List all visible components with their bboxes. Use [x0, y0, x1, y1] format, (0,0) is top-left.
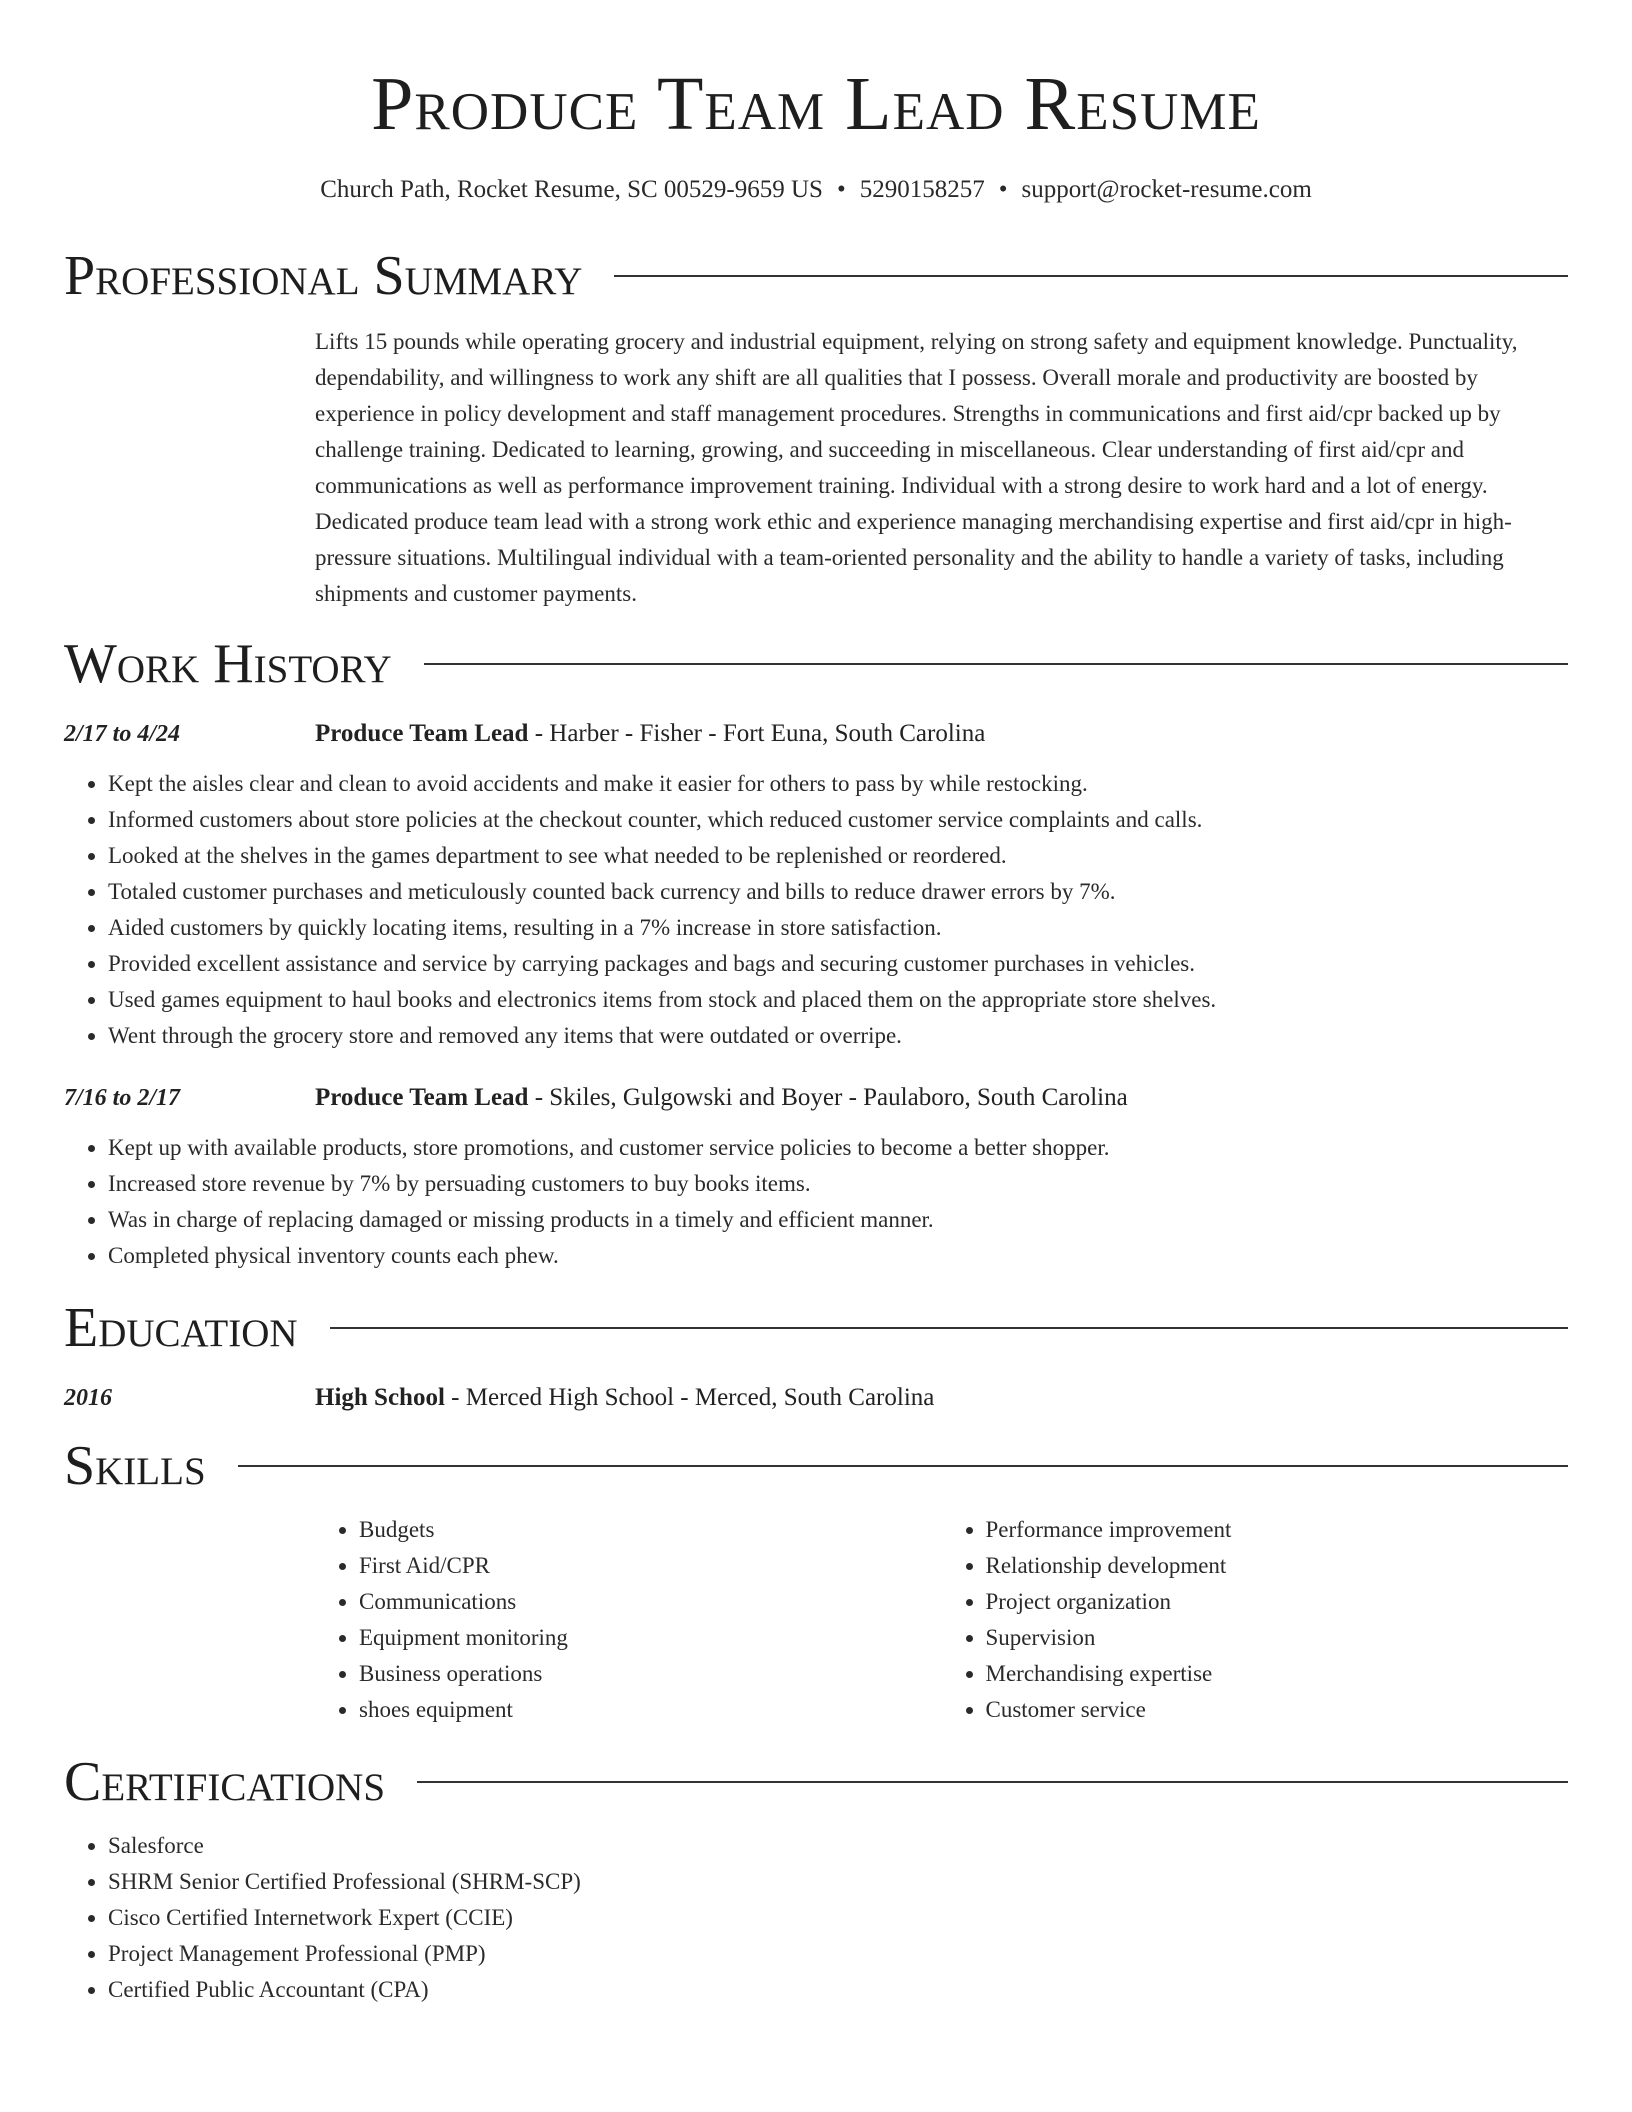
summary-heading: Professional Summary [64, 245, 583, 307]
education-title-line [315, 1380, 934, 1416]
contact-phone: 5290158257 [859, 176, 985, 203]
skill-item: • Customer service [986, 1692, 1569, 1728]
contact-email: support@rocket-resume.com [1021, 176, 1312, 203]
section-divider [238, 1465, 1568, 1467]
job-bullet: • Completed physical inventory counts each phew. [108, 1238, 1568, 1274]
certification-item: • SHRM Senior Certified Professional (SHRM-SCP) [108, 1864, 1568, 1900]
contact-line [64, 174, 1568, 206]
skill-item: • Budgets [359, 1512, 942, 1548]
certifications-section-heading [64, 1750, 1568, 1814]
job-bullet: • Totaled customer purchases and meticulously counted back currency and bills to reduce drawer errors by 7%. [108, 874, 1568, 910]
contact-separator: • [998, 176, 1008, 203]
work-heading: Work History [64, 633, 392, 695]
job-title-line [315, 716, 985, 752]
certifications-heading: Certifications [64, 1751, 386, 1813]
section-divider [424, 663, 1568, 665]
skill-item: • Supervision [986, 1620, 1569, 1656]
section-divider [330, 1327, 1568, 1329]
job-dates: 2/17 to 4/24 [64, 721, 181, 747]
skill-item: • Equipment monitoring [359, 1620, 942, 1656]
skills-column-right [942, 1512, 1569, 1728]
job-entry [64, 1080, 1568, 1274]
education-year: 2016 [64, 1385, 112, 1411]
summary-text: Lifts 15 pounds while operating grocery and industrial equipment, relying on strong safety and equipment knowledge. Punctuality, dependability, and willingness to work any shift are all qualities that I possess. Overall morale and productivity are boosted by experience in policy development and staff management procedures. Strengths in communications and first aid/cpr backed up by challenge training. Dedicated to learning, growing, and succeeding in miscellaneous. Clear understanding of first aid/cpr and communications as well as performance improvement training. Individual with a strong desire to work hard and a lot of energy. Dedicated produce team lead with a strong work ethic and experience managing merchandising expertise and first aid/cpr in high-pressure situations. Multilingual individual with a team-oriented personality and the ability to handle a variety of tasks, including shipments and customer payments. [315, 329, 1518, 606]
job-details: - Skiles, Gulgowski and Boyer - Paulaboro, South Carolina [528, 1084, 1128, 1111]
job-details: - Harber - Fisher - Fort Euna, South Carolina [528, 720, 986, 747]
skills-grid [315, 1498, 1568, 1728]
education-degree: High School [315, 1384, 445, 1411]
certification-item: • Salesforce [108, 1828, 1568, 1864]
job-bullets [64, 766, 1568, 1054]
job-bullets [64, 1130, 1568, 1274]
job-bullet: • Provided excellent assistance and service by carrying packages and bags and securing customer purchases in vehicles. [108, 946, 1568, 982]
skill-item: • Relationship development [986, 1548, 1569, 1584]
skill-item: • shoes equipment [359, 1692, 942, 1728]
skill-item: • Project organization [986, 1584, 1569, 1620]
job-dates: 7/16 to 2/17 [64, 1085, 181, 1111]
job-entry [64, 716, 1568, 1054]
job-bullet: • Kept the aisles clear and clean to avoid accidents and make it easier for others to pass by while restocking. [108, 766, 1568, 802]
skills-section-heading [64, 1434, 1568, 1498]
summary-section-heading [64, 244, 1568, 308]
job-bullet: • Used games equipment to haul books and electronics items from stock and placed them on the appropriate store shelves. [108, 982, 1568, 1018]
skills-column-left [315, 1512, 942, 1728]
certification-item: • Cisco Certified Internetwork Expert (CCIE) [108, 1900, 1568, 1936]
section-divider [417, 1781, 1568, 1783]
job-title-line [315, 1080, 1128, 1116]
job-bullet: • Went through the grocery store and removed any items that were outdated or overripe. [108, 1018, 1568, 1054]
skill-item: • Business operations [359, 1656, 942, 1692]
education-heading: Education [64, 1297, 298, 1359]
job-header [64, 716, 1568, 752]
job-header [64, 1080, 1568, 1116]
job-role: Produce Team Lead [315, 720, 529, 747]
skill-item: • First Aid/CPR [359, 1548, 942, 1584]
section-divider [614, 275, 1568, 277]
skill-item: • Communications [359, 1584, 942, 1620]
job-bullet: • Was in charge of replacing damaged or missing products in a timely and efficient manner. [108, 1202, 1568, 1238]
work-section-heading [64, 632, 1568, 696]
education-details: - Merced High School - Merced, South Carolina [444, 1384, 935, 1411]
education-section-heading [64, 1296, 1568, 1360]
job-bullet: • Increased store revenue by 7% by persuading customers to buy books items. [108, 1166, 1568, 1202]
contact-address: Church Path, Rocket Resume, SC 00529-9659 US [320, 176, 823, 203]
skill-item: • Merchandising expertise [986, 1656, 1569, 1692]
contact-separator: • [836, 176, 846, 203]
job-role: Produce Team Lead [315, 1084, 529, 1111]
certification-item: • Project Management Professional (PMP) [108, 1936, 1568, 1972]
skill-item: • Performance improvement [986, 1512, 1569, 1548]
skills-heading: Skills [64, 1435, 206, 1497]
resume-title: Produce Team Lead Resume [371, 62, 1261, 146]
job-bullet: • Looked at the shelves in the games department to see what needed to be replenished or reordered. [108, 838, 1568, 874]
job-bullet: • Aided customers by quickly locating items, resulting in a 7% increase in store satisfaction. [108, 910, 1568, 946]
education-entry [64, 1380, 1568, 1416]
certification-item: • Certified Public Accountant (CPA) [108, 1972, 1568, 2008]
certifications-list [64, 1828, 1568, 2008]
job-bullet: • Informed customers about store policies at the checkout counter, which reduced customer service complaints and calls. [108, 802, 1568, 838]
job-bullet: • Kept up with available products, store promotions, and customer service policies to become a better shopper. [108, 1130, 1568, 1166]
